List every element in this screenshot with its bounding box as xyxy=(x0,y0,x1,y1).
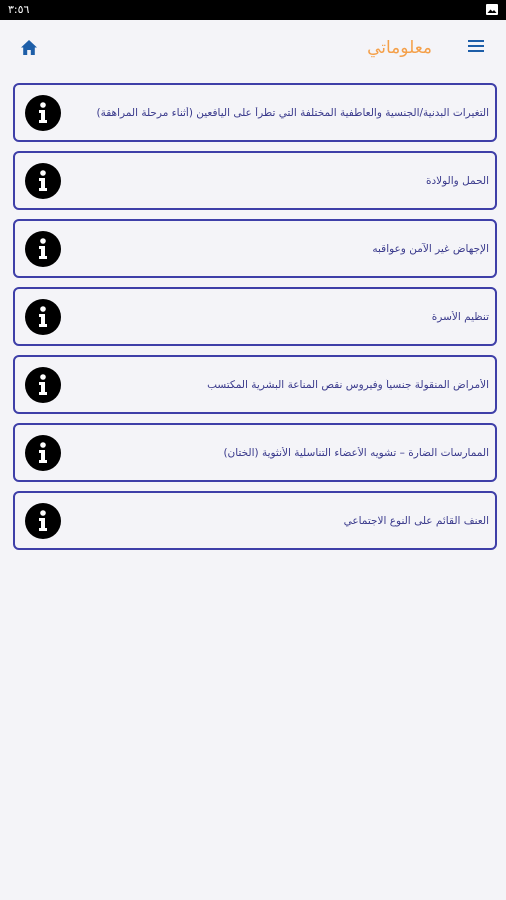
info-icon xyxy=(25,503,61,539)
list-item-label: الحمل والولادة xyxy=(425,174,489,187)
list-item-label: تنظيم الأسرة xyxy=(431,310,489,323)
list-item[interactable] xyxy=(13,219,497,278)
info-icon xyxy=(25,163,61,199)
home-icon xyxy=(20,39,38,56)
status-bar xyxy=(0,0,506,20)
list-item[interactable] xyxy=(13,287,497,346)
topic-list xyxy=(13,83,497,559)
list-item[interactable] xyxy=(13,83,497,142)
list-item[interactable] xyxy=(13,151,497,210)
info-icon xyxy=(25,299,61,335)
list-item[interactable] xyxy=(13,423,497,482)
status-time: ٣:٥٦ xyxy=(8,3,30,16)
list-item[interactable] xyxy=(13,491,497,550)
list-item-label: التغيرات البدنية/الجنسية والعاطفية المختلفة التي تطرأ على اليافعين (أثناء مرحلة المراهقة) xyxy=(96,106,489,119)
hamburger-menu-icon xyxy=(466,40,486,52)
home-button[interactable] xyxy=(18,36,40,58)
page-title: معلوماتي xyxy=(367,38,432,58)
list-item[interactable] xyxy=(13,355,497,414)
image-icon xyxy=(486,4,498,15)
info-icon xyxy=(25,231,61,267)
list-item-label: الممارسات الضارة – تشويه الأعضاء التناسلية الأنثوية (الختان) xyxy=(223,446,489,459)
menu-button[interactable] xyxy=(466,37,486,57)
list-item-label: الإجهاض غير الآمن وعواقبه xyxy=(372,242,489,255)
info-icon xyxy=(25,95,61,131)
list-item-label: الأمراض المنقولة جنسياً وفيروس نقص المناعة البشرية المكتسب xyxy=(207,378,489,391)
info-icon xyxy=(25,367,61,403)
list-item-label: العنف القائم على النوع الاجتماعي xyxy=(343,514,489,527)
app-bar xyxy=(0,20,506,76)
info-icon xyxy=(25,435,61,471)
